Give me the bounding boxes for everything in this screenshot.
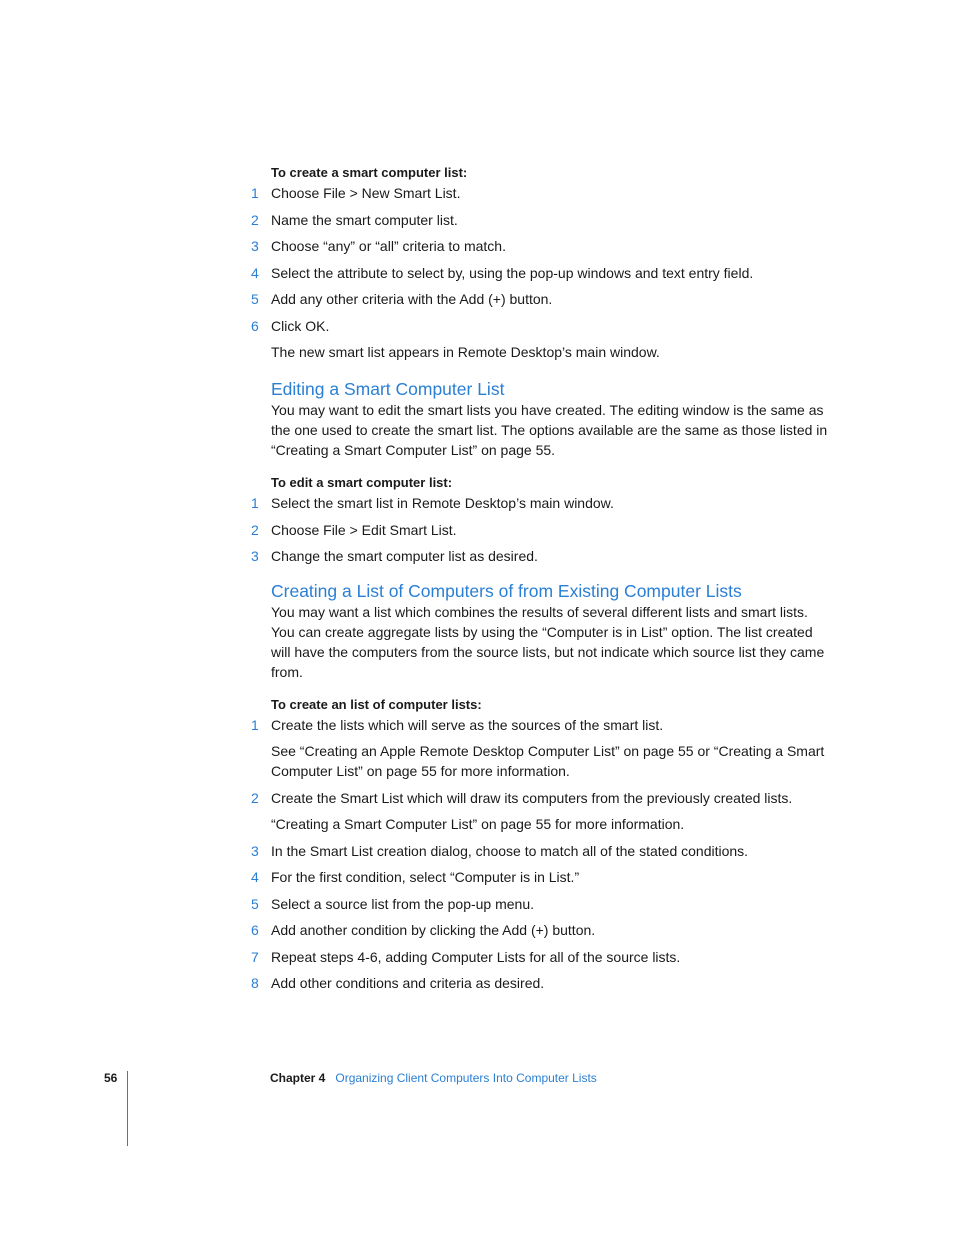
list-item xyxy=(251,493,831,513)
list-item xyxy=(251,236,831,256)
result-text: The new smart list appears in Remote Desktop’s main window. xyxy=(271,344,660,360)
step-number: 1 xyxy=(251,495,259,511)
step-text: Repeat steps 4-6, adding Computer Lists for all of the source lists. xyxy=(271,948,681,965)
step-number: 5 xyxy=(251,895,259,912)
step-number: 2 xyxy=(251,211,259,228)
step-text: In the Smart List creation dialog, choose to match all of the stated conditions. xyxy=(271,842,749,859)
step-text: Click OK. xyxy=(271,317,330,334)
footer-divider xyxy=(127,1071,128,1146)
list-item xyxy=(251,316,831,336)
list-item xyxy=(251,183,831,203)
step-note: “Creating a Smart Computer List” on page 55 for more information. xyxy=(271,816,685,832)
list-item xyxy=(251,947,831,967)
procedure-lead: To create a smart computer list: xyxy=(271,165,468,180)
procedure-lead: To create an list of computer lists: xyxy=(271,696,482,712)
step-note: See “Creating an Apple Remote Desktop Computer List” on page 55 or “Creating a Smart Computer List” on page 55 for more information. xyxy=(271,743,825,779)
list-item xyxy=(251,715,831,735)
step-number: 4 xyxy=(251,264,259,281)
chapter-title: Organizing Client Computers Into Computer Lists xyxy=(335,1071,597,1085)
step-text: Add other conditions and criteria as desired. xyxy=(271,975,545,991)
page-number: 56 xyxy=(104,1071,118,1085)
section-intro: You may want to edit the smart lists you have created. The editing window is the same as the one used to create the smart list. The options available are the same as those listed in “Creating a Smart Computer List” on page 55. xyxy=(271,402,828,458)
step-number: 7 xyxy=(251,948,259,965)
list-item xyxy=(251,546,831,566)
step-text: Choose File > New Smart List. xyxy=(271,185,461,201)
step-text: Choose File > Edit Smart List. xyxy=(271,521,457,538)
list-item xyxy=(251,973,831,993)
list-item xyxy=(271,741,831,781)
page-body xyxy=(251,163,831,1000)
running-footer xyxy=(270,1071,597,1085)
list-item xyxy=(251,920,831,940)
step-text: Name the smart computer list. xyxy=(271,211,458,228)
list-item xyxy=(251,210,831,230)
step-number: 4 xyxy=(251,869,259,885)
list-item xyxy=(251,263,831,283)
step-text: Change the smart computer list as desired. xyxy=(271,548,538,564)
step-text: Create the lists which will serve as the sources of the smart list. xyxy=(271,716,664,733)
section-heading: Editing a Smart Computer List xyxy=(271,379,505,399)
procedure-steps xyxy=(251,715,831,994)
step-text: For the first condition, select “Computer is in List.” xyxy=(271,869,580,885)
procedure-steps xyxy=(251,493,831,566)
procedure-lead: To edit a smart computer list: xyxy=(271,475,453,490)
step-text: Create the Smart List which will draw its computers from the previously created lists. xyxy=(271,789,793,806)
procedure-steps xyxy=(251,183,831,336)
step-text: Add any other criteria with the Add (+) button. xyxy=(271,291,553,307)
step-number: 3 xyxy=(251,548,259,564)
step-number: 8 xyxy=(251,975,259,991)
step-number: 6 xyxy=(251,922,259,938)
step-text: Select the attribute to select by, using the pop-up windows and text entry field. xyxy=(271,264,754,281)
list-item xyxy=(271,814,831,834)
list-item xyxy=(251,867,831,887)
step-number: 1 xyxy=(251,185,259,201)
list-item xyxy=(251,841,831,861)
step-text: Select a source list from the pop-up menu. xyxy=(271,895,535,912)
step-text: Add another condition by clicking the Add (+) button. xyxy=(271,922,596,938)
step-number: 2 xyxy=(251,789,259,806)
step-text: Choose “any” or “all” criteria to match. xyxy=(271,238,506,254)
chapter-label: Chapter 4 xyxy=(270,1071,326,1085)
step-number: 1 xyxy=(251,716,259,733)
step-number: 2 xyxy=(251,521,259,538)
section-heading: Creating a List of Computers of from Existing Computer Lists xyxy=(271,580,742,601)
step-number: 5 xyxy=(251,291,259,307)
section-intro: You may want a list which combines the results of several different lists and smart lists. You can create aggregate lists by using the “Computer is in List” option. The list created will have the computers from the source lists, but not indicate which source list they came from. xyxy=(271,603,825,680)
step-number: 6 xyxy=(251,317,259,334)
list-item xyxy=(251,520,831,540)
step-text: Select the smart list in Remote Desktop’s main window. xyxy=(271,495,614,511)
list-item xyxy=(251,289,831,309)
list-item xyxy=(251,788,831,808)
step-number: 3 xyxy=(251,238,259,254)
list-item xyxy=(251,894,831,914)
step-number: 3 xyxy=(251,842,259,859)
